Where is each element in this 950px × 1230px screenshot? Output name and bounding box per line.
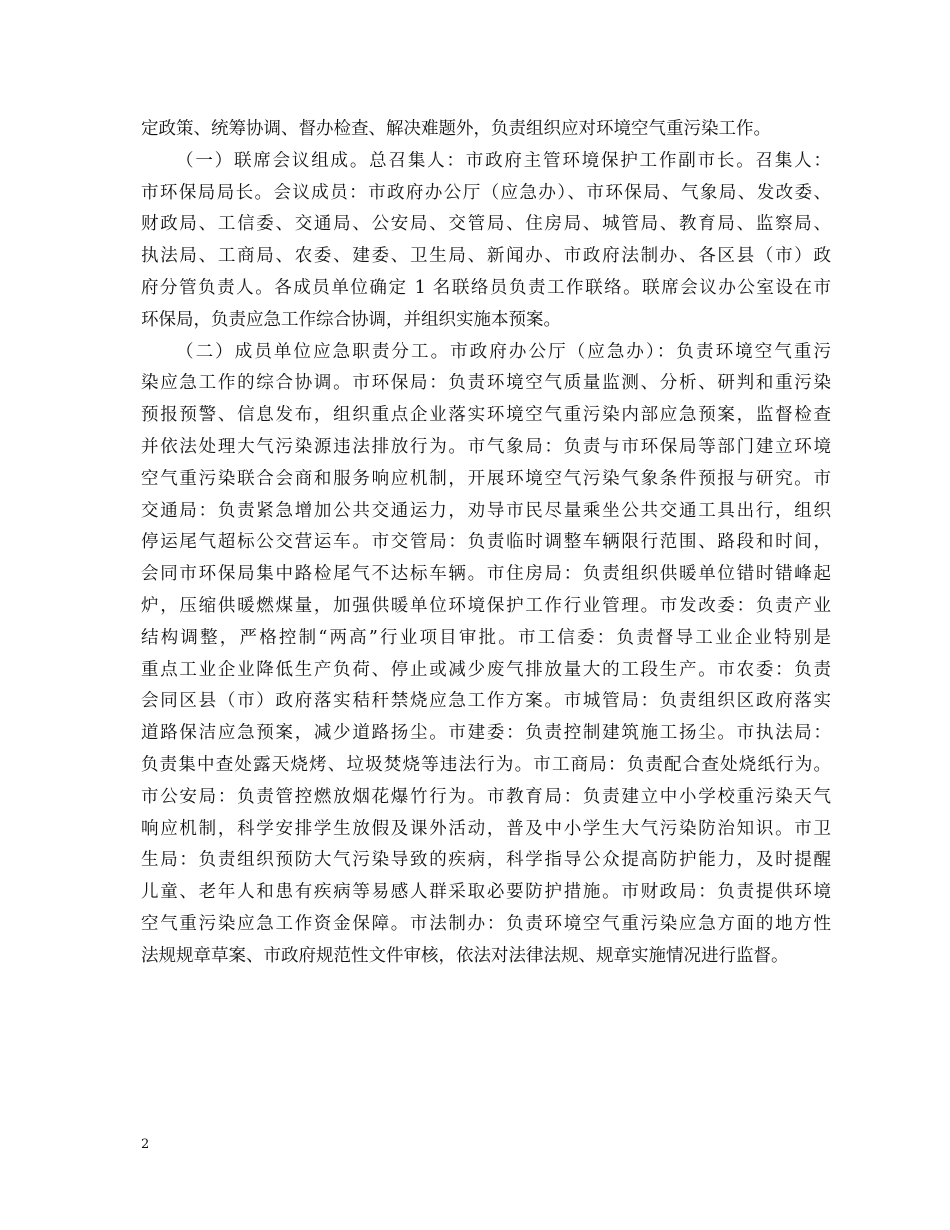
text-line: 交通局：负责紧急增加公共交通运力，劝导市民尽量乘坐公共交通工具出行，组织 [141,500,831,521]
text-line: 道路保洁应急预案，减少道路扬尘。市建委：负责控制建筑施工扬尘。市执法局： [141,723,831,744]
paragraph [141,337,831,973]
text-line: 结构调整，严格控制“两高”行业项目审批。市工信委：负责督导工业企业特别是 [141,627,831,648]
text-line: 定政策、统筹协调、督办检查、解决难题外，负责组织应对环境空气重污染工作。 [141,119,771,139]
text-line: 空气重污染联合会商和服务响应机制，开展环境空气污染气象条件预报与研究。市 [141,468,831,489]
text-line: 市公安局：负责管控燃放烟花爆竹行为。市教育局：负责建立中小学校重污染天气 [141,786,831,807]
text-line: 响应机制，科学安排学生放假及课外活动，普及中小学生大气污染防治知识。市卫 [141,818,831,839]
text-line: 负责集中查处露天烧烤、垃圾焚烧等违法行为。市工商局：负责配合查处烧纸行为。 [141,754,831,775]
text-line: 重点工业企业降低生产负荷、停止或减少废气排放量大的工段生产。市农委：负责 [141,659,831,680]
document-body [141,114,831,973]
text-line: （二）成员单位应急职责分工。市政府办公厅（应急办）：负责环境空气重污 [176,341,831,362]
paragraph [141,114,831,146]
text-line: （一）联席会议组成。总召集人：市政府主管环境保护工作副市长。召集人： [176,150,831,171]
text-line: 儿童、老年人和患有疾病等易感人群采取必要防护措施。市财政局：负责提供环境 [141,882,831,903]
text-line: 法规规章草案、市政府规范性文件审核，依法对法律法规、规章实施情况进行监督。 [141,945,789,966]
text-line: 染应急工作的综合协调。市环保局：负责环境空气质量监测、分析、研判和重污染 [141,373,831,394]
text-line: 市环保局局长。会议成员：市政府办公厅（应急办）、市环保局、气象局、发改委、 [141,182,831,203]
text-line: 财政局、工信委、交通局、公安局、交管局、住房局、城管局、教育局、监察局、 [141,214,831,235]
text-line: 会同市环保局集中路检尾气不达标车辆。市住房局：负责组织供暖单位错时错峰起 [141,564,831,585]
text-line: 生局：负责组织预防大气污染导致的疾病，科学指导公众提高防护能力，及时提醒 [141,850,831,871]
text-line: 空气重污染应急工作资金保障。市法制办：负责环境空气重污染应急方面的地方性 [141,913,831,934]
paragraph [141,146,831,337]
text-line: 并依法处理大气污染源违法排放行为。市气象局：负责与市环保局等部门建立环境 [141,436,831,457]
text-line: 预报预警、信息发布，组织重点企业落实环境空气重污染内部应急预案，监督检查 [141,405,831,426]
text-line: 会同区县（市）政府落实秸秆禁烧应急工作方案。市城管局：负责组织区政府落实 [141,691,831,712]
text-line: 炉，压缩供暖燃煤量，加强供暖单位环境保护工作行业管理。市发改委：负责产业 [141,595,831,616]
text-line: 环保局，负责应急工作综合协调，并组织实施本预案。 [141,309,561,330]
text-line: 停运尾气超标公交营运车。市交管局：负责临时调整车辆限行范围、路段和时间， [141,532,831,553]
text-line: 执法局、工商局、农委、建委、卫生局、新闻办、市政府法制办、各区县（市）政 [141,246,831,267]
page-number: 2 [141,1137,150,1152]
text-line: 府分管负责人。各成员单位确定 1 名联络员负责工作联络。联席会议办公室设在市 [141,277,831,298]
